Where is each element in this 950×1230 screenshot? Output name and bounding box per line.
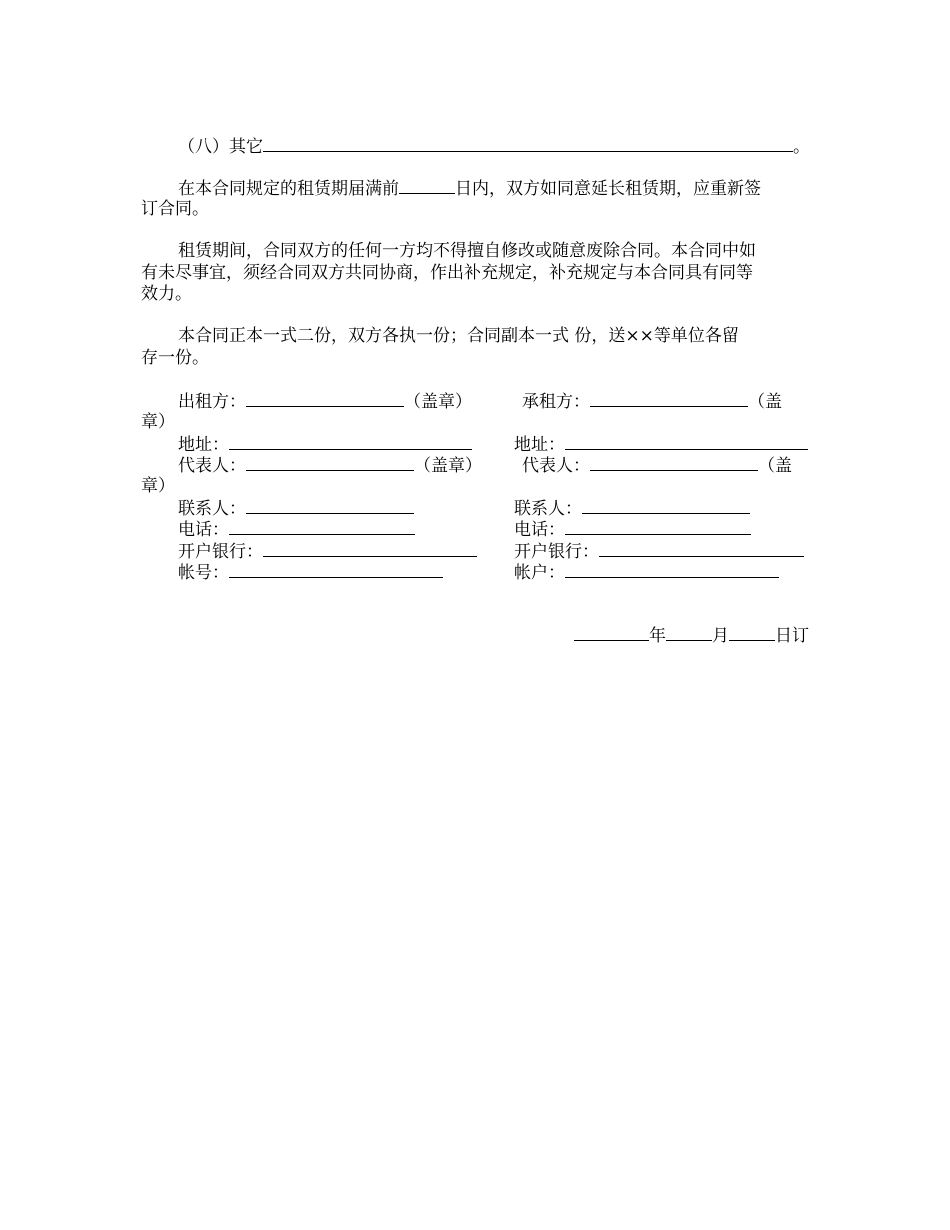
lessor-blank — [246, 390, 404, 407]
lessee-contact-label: 联系人： — [514, 499, 582, 519]
lessee-rep-label: 代表人： — [522, 456, 590, 476]
renewal-line-2 — [141, 199, 209, 221]
lessor-address-row — [178, 433, 472, 455]
lessor-seal: （盖章） — [404, 392, 472, 412]
lessee-address-blank — [565, 433, 808, 450]
rep-seal-wrap-text: 章） — [141, 476, 175, 496]
lessor-row — [178, 390, 472, 412]
renewal-text-end: 日内，双方如同意延长租赁期，应重新签 — [455, 179, 761, 199]
lessee-account-label: 帐户： — [514, 563, 565, 583]
lessor-contact-blank — [246, 497, 414, 514]
lessee-account-row — [514, 561, 779, 583]
lessor-bank-row — [178, 540, 477, 562]
seal-wrap-text: 章） — [141, 412, 175, 432]
lessee-bank-label: 开户银行： — [514, 542, 599, 562]
lessor-phone-label: 电话： — [178, 520, 229, 540]
lessee-bank-blank — [599, 540, 804, 557]
lessor-bank-blank — [263, 540, 477, 557]
month-blank — [666, 624, 712, 641]
modification-line-1 — [178, 241, 756, 263]
renewal-text-line2: 订合同。 — [141, 199, 209, 219]
clause-other-line — [178, 135, 810, 157]
lessee-contact-row — [514, 497, 750, 519]
lessor-phone-blank — [229, 518, 415, 535]
clause-other-end-mark: 。 — [793, 137, 810, 157]
year-label: 年 — [649, 626, 666, 646]
renewal-days-blank — [399, 177, 455, 194]
lessee-seal: （盖 — [748, 392, 782, 412]
lessee-rep-row — [522, 454, 792, 476]
lessor-address-blank — [229, 433, 472, 450]
lessee-phone-label: 电话： — [514, 520, 565, 540]
lessee-rep-seal: （盖 — [758, 456, 792, 476]
lessee-contact-blank — [582, 497, 750, 514]
lessor-rep-row — [178, 454, 482, 476]
lessee-phone-blank — [565, 518, 751, 535]
lessor-rep-seal: （盖章） — [414, 456, 482, 476]
day-blank — [729, 624, 775, 641]
lessee-label: 承租方： — [522, 392, 590, 412]
lessee-rep-blank — [590, 454, 758, 471]
lessee-address-label: 地址： — [514, 435, 565, 455]
copies-line-1 — [178, 326, 739, 348]
copies-text-line2: 存一份。 — [141, 348, 209, 368]
lessor-account-row — [178, 561, 443, 583]
copies-text-line1: 本合同正本一式二份，双方各执一份；合同副本一式 份，送××等单位各留 — [178, 326, 739, 346]
lessee-account-blank — [565, 561, 779, 578]
lessee-row — [522, 390, 782, 412]
lessor-contact-row — [178, 497, 414, 519]
lessor-rep-label: 代表人： — [178, 456, 246, 476]
lessor-label: 出租方： — [178, 392, 246, 412]
lessor-bank-label: 开户银行： — [178, 542, 263, 562]
clause-other-label: （八）其它 — [178, 137, 263, 157]
date-line — [574, 624, 809, 647]
lessee-phone-row — [514, 518, 751, 540]
lessor-rep-blank — [246, 454, 414, 471]
lessee-address-row — [514, 433, 808, 455]
modification-text-line2: 有未尽事宜，须经合同双方共同协商，作出补充规定，补充规定与本合同具有同等 — [141, 263, 753, 283]
lessor-account-blank — [229, 561, 443, 578]
lessee-blank — [590, 390, 748, 407]
renewal-line-1 — [178, 177, 761, 199]
modification-text-line3: 效力。 — [141, 284, 192, 304]
lessor-phone-row — [178, 518, 415, 540]
modification-text-line1: 租赁期间，合同双方的任何一方均不得擅自修改或随意废除合同。本合同中如 — [178, 241, 756, 261]
modification-line-2 — [141, 263, 753, 285]
modification-line-3 — [141, 284, 192, 306]
renewal-text-start: 在本合同规定的租赁期届满前 — [178, 179, 399, 199]
lessee-bank-row — [514, 540, 804, 562]
lessor-address-label: 地址： — [178, 435, 229, 455]
clause-other-blank — [263, 135, 793, 152]
month-label: 月 — [712, 626, 729, 646]
lessor-account-label: 帐号： — [178, 563, 229, 583]
day-label: 日订 — [775, 626, 809, 646]
rep-seal-wrap — [141, 476, 175, 498]
lessor-contact-label: 联系人： — [178, 499, 246, 519]
year-blank — [574, 624, 649, 641]
lessor-seal-wrap — [141, 412, 175, 434]
copies-line-2 — [141, 348, 209, 370]
